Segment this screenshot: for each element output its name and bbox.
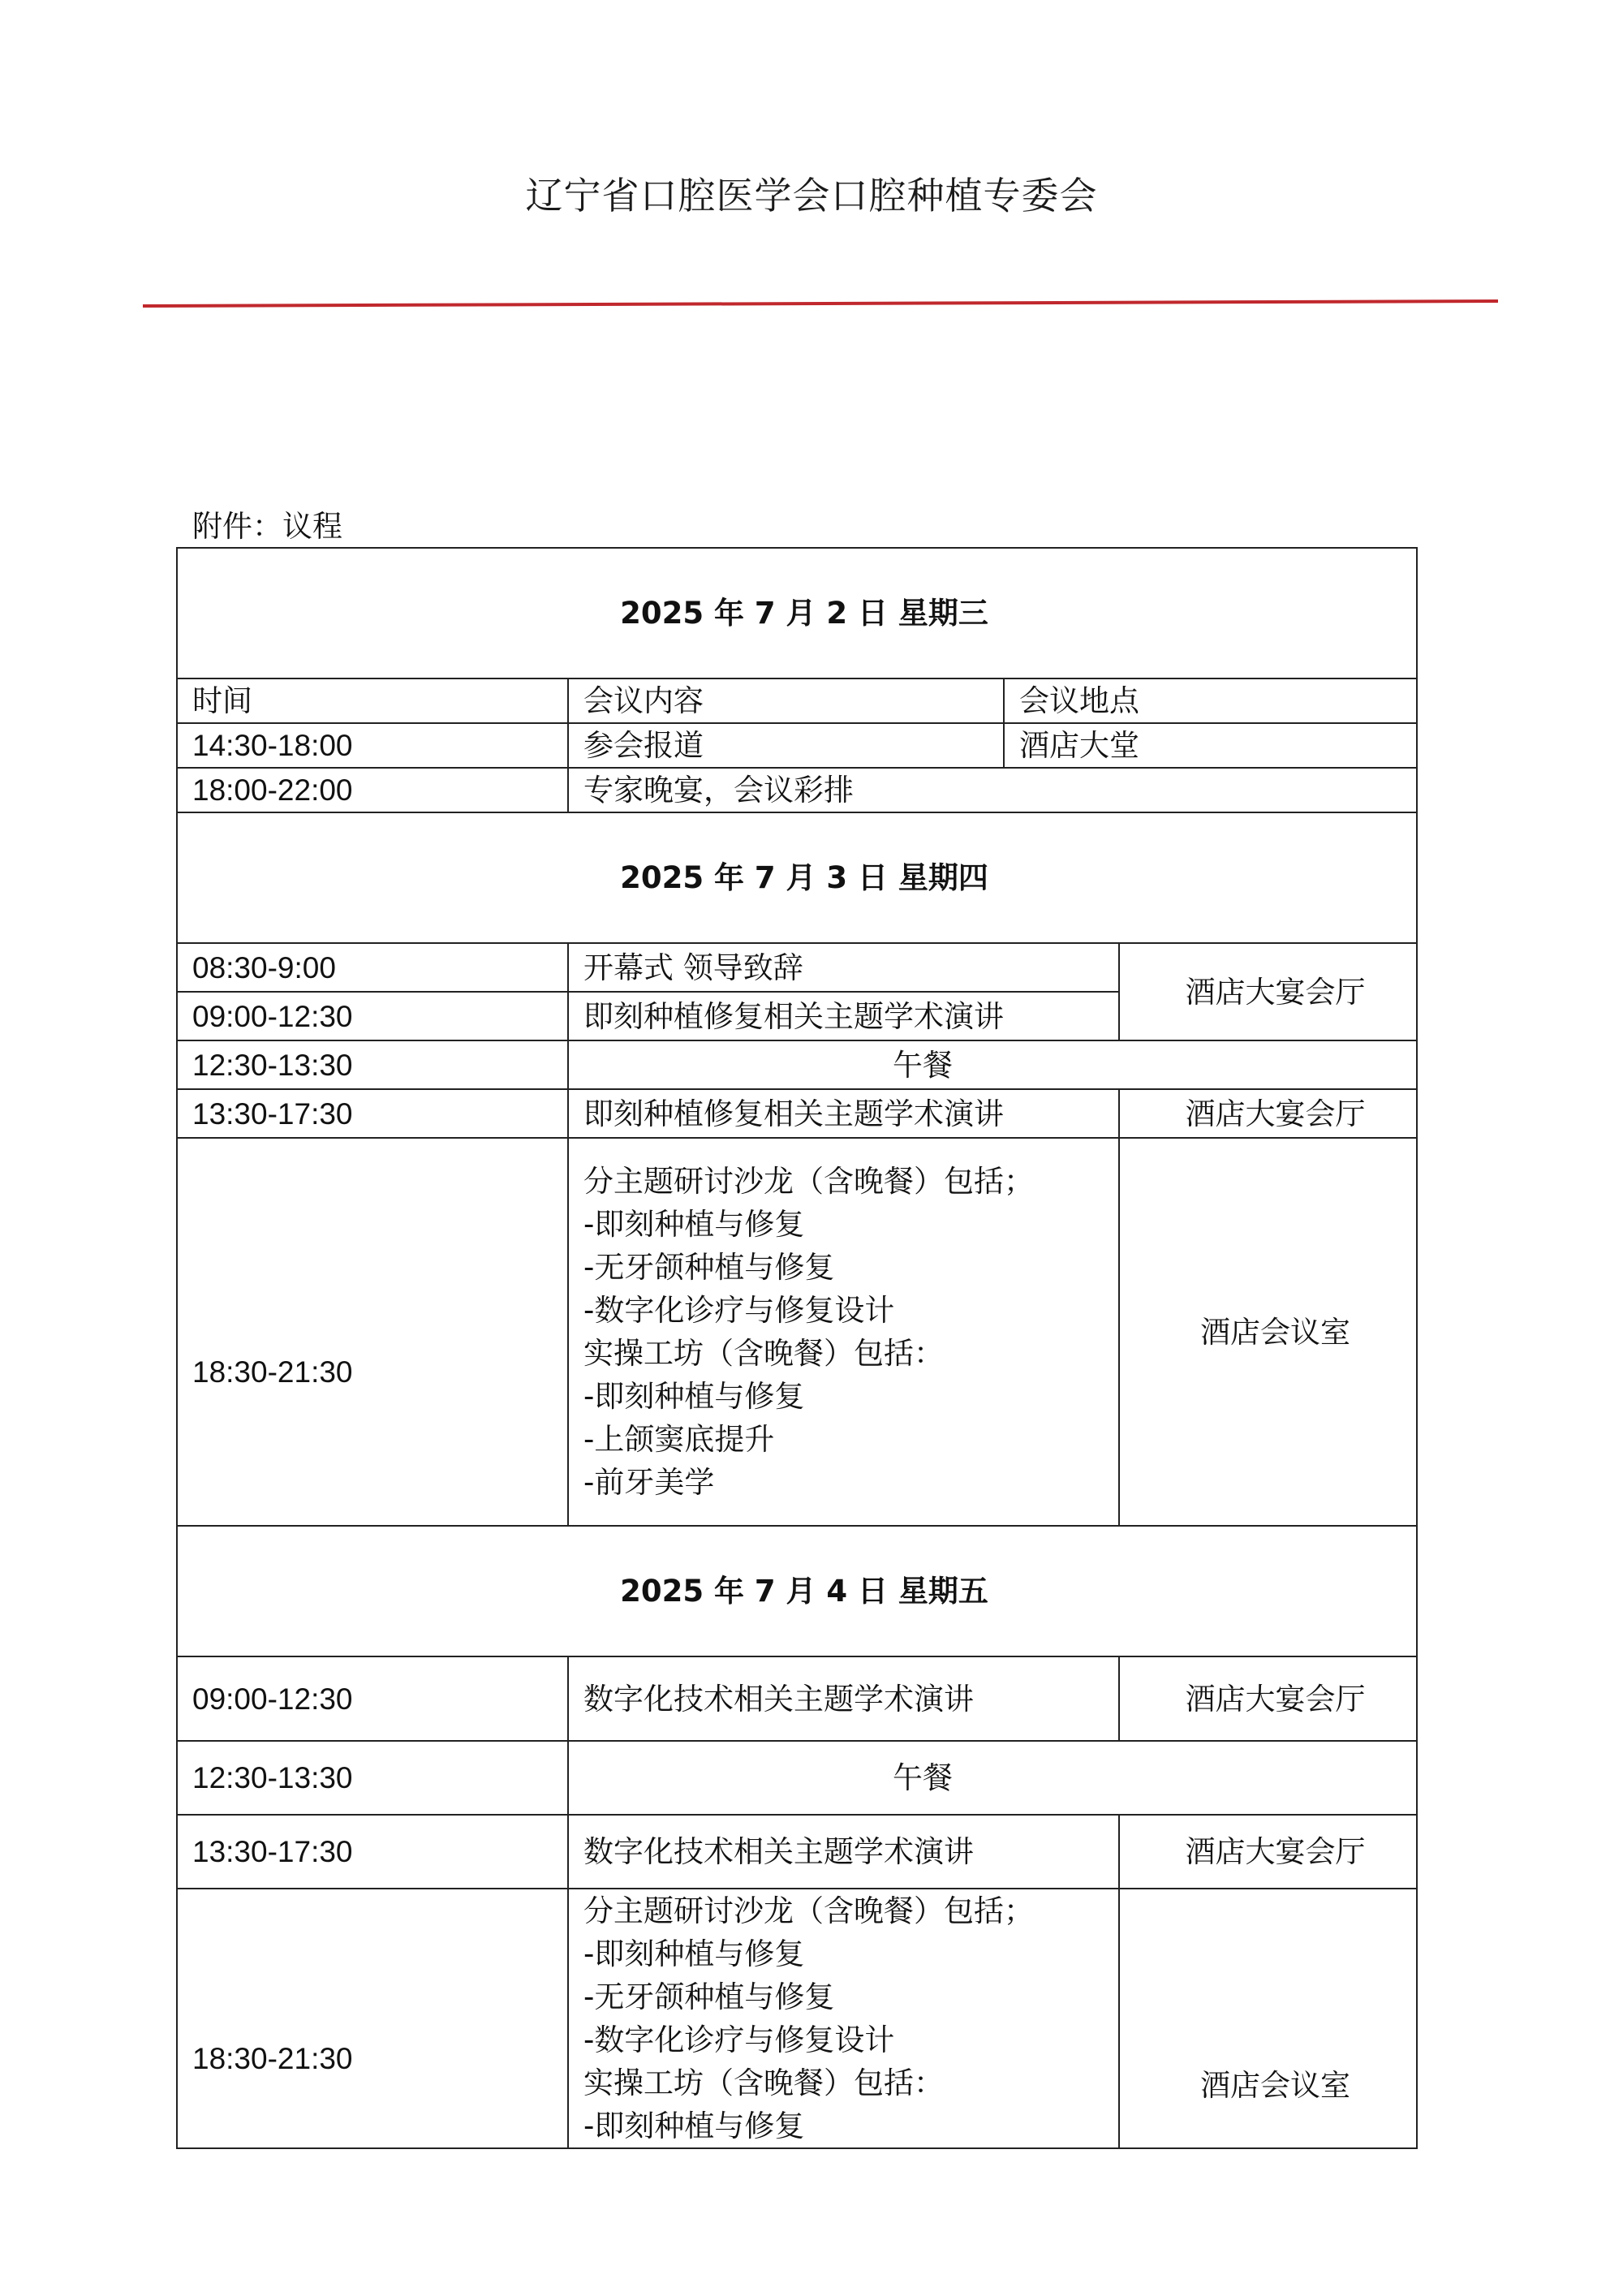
time-cell: 12:30-13:30 bbox=[177, 1040, 568, 1089]
content-line: -即刻种植与修复 bbox=[583, 1936, 805, 1971]
content-cell: 午餐 bbox=[568, 1741, 1417, 1815]
time-cell: 13:30-17:30 bbox=[177, 1089, 568, 1138]
time-cell: 14:30-18:00 bbox=[177, 723, 568, 768]
time-cell: 09:00-12:30 bbox=[177, 1656, 568, 1741]
table-row bbox=[177, 1138, 1417, 1526]
location-cell: 酒店会议室 bbox=[1119, 1889, 1417, 2148]
location-cell: 酒店大堂 bbox=[1004, 723, 1417, 768]
table-row bbox=[177, 768, 1417, 812]
table-row bbox=[177, 1741, 1417, 1815]
content-line: -即刻种植与修复 bbox=[583, 2109, 805, 2143]
table-row bbox=[177, 1815, 1417, 1889]
table-row bbox=[177, 1656, 1417, 1741]
content-cell bbox=[568, 1138, 1119, 1526]
location-cell: 酒店大宴会厅 bbox=[1119, 1815, 1417, 1889]
column-header-content: 会议内容 bbox=[568, 678, 1004, 723]
location-cell: 酒店会议室 bbox=[1119, 1138, 1417, 1526]
agenda-table bbox=[176, 547, 1418, 2149]
content-cell: 数字化技术相关主题学术演讲 bbox=[568, 1656, 1119, 1741]
location-cell: 酒店大宴会厅 bbox=[1119, 1656, 1417, 1741]
time-cell: 18:30-21:30 bbox=[177, 1889, 568, 2148]
time-cell: 08:30-9:00 bbox=[177, 943, 568, 992]
time-cell: 18:00-22:00 bbox=[177, 768, 568, 812]
table-row bbox=[177, 1040, 1417, 1089]
column-header-time: 时间 bbox=[177, 678, 568, 723]
content-line: -无牙颌种植与修复 bbox=[583, 1250, 835, 1285]
table-row bbox=[177, 723, 1417, 768]
day-heading-row bbox=[177, 1526, 1417, 1656]
content-line: -数字化诊疗与修复设计 bbox=[583, 1293, 895, 1328]
column-header-location: 会议地点 bbox=[1004, 678, 1417, 723]
content-cell: 专家晚宴，会议彩排 bbox=[568, 768, 1417, 812]
content-cell: 午餐 bbox=[568, 1040, 1417, 1089]
content-line: -数字化诊疗与修复设计 bbox=[583, 2022, 895, 2057]
organization-title: 辽宁省口腔医学会口腔种植专委会 bbox=[525, 174, 1098, 218]
content-line: -无牙颌种植与修复 bbox=[583, 1979, 835, 2014]
time-cell: 12:30-13:30 bbox=[177, 1741, 568, 1815]
content-line: 分主题研讨沙龙（含晚餐）包括； bbox=[583, 1893, 1034, 1928]
table-row bbox=[177, 943, 1417, 992]
content-cell: 数字化技术相关主题学术演讲 bbox=[568, 1815, 1119, 1889]
content-line: -前牙美学 bbox=[583, 1465, 715, 1500]
table-row bbox=[177, 1889, 1417, 2148]
column-header-row bbox=[177, 678, 1417, 723]
location-cell: 酒店大宴会厅 bbox=[1119, 1089, 1417, 1138]
time-cell: 18:30-21:30 bbox=[177, 1138, 568, 1526]
time-cell: 13:30-17:30 bbox=[177, 1815, 568, 1889]
day-heading: 2025 年 7 月 3 日 星期四 bbox=[177, 812, 1417, 943]
content-cell: 即刻种植修复相关主题学术演讲 bbox=[568, 1089, 1119, 1138]
day-heading-row bbox=[177, 548, 1417, 678]
content-line: -即刻种植与修复 bbox=[583, 1207, 805, 1242]
content-cell: 即刻种植修复相关主题学术演讲 bbox=[568, 992, 1119, 1040]
content-cell bbox=[568, 1889, 1119, 2148]
content-line: -上颌窦底提升 bbox=[583, 1422, 775, 1457]
location-cell: 酒店大宴会厅 bbox=[1119, 943, 1417, 1040]
content-line: 实操工坊（含晚餐）包括： bbox=[583, 1336, 944, 1371]
time-cell: 09:00-12:30 bbox=[177, 992, 568, 1040]
day-heading: 2025 年 7 月 2 日 星期三 bbox=[177, 548, 1417, 678]
day-heading-row bbox=[177, 812, 1417, 943]
content-line: -即刻种植与修复 bbox=[583, 1379, 805, 1414]
content-line: 实操工坊（含晚餐）包括： bbox=[583, 2066, 944, 2100]
table-row bbox=[177, 1089, 1417, 1138]
content-cell: 开幕式 领导致辞 bbox=[568, 943, 1119, 992]
content-cell: 参会报道 bbox=[568, 723, 1004, 768]
day-heading: 2025 年 7 月 4 日 星期五 bbox=[177, 1526, 1417, 1656]
header-rule bbox=[0, 0, 1623, 325]
attachment-label: 附件：议程 bbox=[192, 509, 342, 544]
content-line: 分主题研讨沙龙（含晚餐）包括； bbox=[583, 1164, 1034, 1199]
